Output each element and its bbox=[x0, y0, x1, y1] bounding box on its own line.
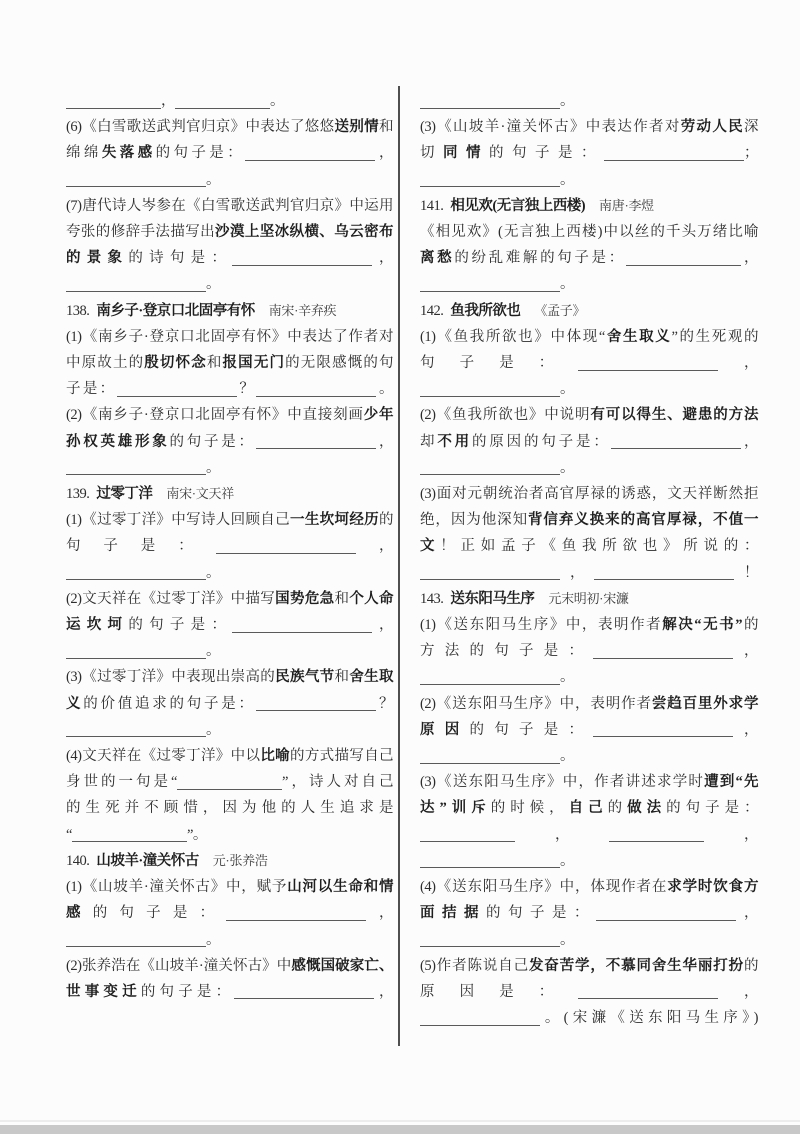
text-line bbox=[66, 638, 393, 664]
text-run: ， bbox=[560, 564, 594, 581]
text-run: (6)《白雪歌送武判官归京》中表达了悠悠 bbox=[66, 119, 335, 136]
text-line bbox=[420, 743, 758, 769]
text-run: (1)《送东阳马生序》中，表明作者 bbox=[420, 617, 663, 634]
text-line bbox=[420, 402, 758, 428]
text-run: (4)《送东阳马生序》中，体现作者在 bbox=[420, 879, 668, 896]
section-heading bbox=[420, 586, 758, 612]
text-run: 。 bbox=[560, 93, 574, 109]
text-run: 的价值追求的句子是： bbox=[83, 695, 256, 712]
text-line bbox=[420, 114, 758, 140]
text-run: ？ bbox=[236, 381, 257, 398]
section-heading bbox=[420, 193, 758, 219]
text-run: ， bbox=[718, 355, 759, 372]
section-title: 山坡羊·潼关怀古 bbox=[96, 852, 199, 869]
text-run: 切 bbox=[420, 145, 443, 162]
answer-blank bbox=[234, 984, 374, 999]
text-line bbox=[420, 88, 758, 114]
text-run: ， bbox=[372, 250, 394, 267]
emphasis-text: 遭到“先 bbox=[704, 774, 759, 791]
emphasis-text: 孙权英雄形象 bbox=[66, 433, 170, 450]
text-line bbox=[420, 507, 758, 533]
text-run: 的原因的句子是： bbox=[472, 433, 611, 450]
text-line bbox=[66, 953, 393, 979]
text-line bbox=[66, 429, 393, 455]
text-run: 和 bbox=[334, 590, 350, 607]
text-line bbox=[66, 533, 393, 559]
text-line bbox=[66, 114, 393, 140]
text-run: 。 bbox=[206, 459, 220, 476]
emphasis-text: 沙漠上坚冰纵横、乌云密布 bbox=[215, 224, 393, 241]
answer-blank bbox=[175, 94, 270, 109]
text-run: 的句子是： bbox=[489, 145, 604, 162]
text-run: ！ bbox=[734, 564, 758, 581]
text-run: 的诗句是： bbox=[128, 250, 233, 267]
emphasis-text: 做法 bbox=[627, 800, 667, 817]
text-run: 。 bbox=[560, 276, 574, 293]
section-author: 元末明初·宋濂 bbox=[548, 590, 629, 606]
text-line bbox=[420, 324, 758, 350]
text-run: “ bbox=[66, 826, 72, 843]
emphasis-text: 少年 bbox=[363, 407, 394, 424]
text-run: 夸张的修辞手法描写出 bbox=[66, 224, 216, 241]
text-line bbox=[66, 612, 393, 638]
section-number: 140. bbox=[66, 852, 90, 869]
text-line bbox=[66, 900, 393, 926]
emphasis-text: 舍生取义 bbox=[604, 328, 672, 345]
text-run: 的句子是： bbox=[128, 617, 233, 634]
answer-blank bbox=[72, 827, 187, 842]
text-line bbox=[420, 533, 758, 559]
text-run: ， bbox=[718, 983, 759, 1000]
answer-blank bbox=[420, 565, 560, 580]
answer-blank bbox=[245, 146, 375, 161]
text-run: ， bbox=[733, 721, 758, 738]
text-run: 。 bbox=[206, 564, 220, 581]
text-run: ”。 bbox=[186, 826, 207, 843]
text-line bbox=[66, 167, 393, 193]
text-run: 。 bbox=[560, 669, 574, 686]
emphasis-text: 民族气节 bbox=[275, 669, 335, 686]
text-line bbox=[420, 979, 758, 1005]
emphasis-text: 感慨国破家亡、 bbox=[291, 957, 393, 974]
section-author: 元·张养浩 bbox=[212, 852, 268, 868]
answer-blank bbox=[420, 670, 560, 685]
text-run: ！正如孟子《鱼我所欲也》所说的： bbox=[440, 538, 758, 555]
text-line bbox=[420, 167, 758, 193]
text-line bbox=[420, 691, 758, 717]
text-run: 的句子是： bbox=[140, 983, 235, 1000]
text-line bbox=[420, 481, 758, 507]
section-heading bbox=[66, 298, 393, 324]
left-column bbox=[66, 88, 393, 1005]
answer-blank bbox=[420, 853, 560, 868]
text-line bbox=[420, 350, 758, 376]
section-number: 143. bbox=[420, 590, 444, 607]
answer-blank bbox=[66, 932, 206, 947]
text-line bbox=[420, 455, 758, 481]
text-run: 身世的一句是“ bbox=[66, 774, 177, 791]
text-run: 的生死并不顾惜，因为他的人生追求是 bbox=[66, 800, 393, 817]
text-run: 。 bbox=[270, 93, 284, 109]
section-title: 过零丁洋 bbox=[96, 486, 153, 503]
text-line bbox=[420, 900, 758, 926]
section-number: 142. bbox=[420, 302, 444, 319]
text-run: (7)唐代诗人岑参在《白雪歌送武判官归京》中运用 bbox=[66, 197, 393, 214]
answer-blank bbox=[594, 565, 734, 580]
emphasis-text: 自己 bbox=[568, 800, 608, 817]
text-run: (3)《过零丁洋》中表现出崇高的 bbox=[66, 669, 276, 686]
answer-blank bbox=[420, 932, 560, 947]
text-line bbox=[420, 219, 758, 245]
text-line bbox=[420, 560, 758, 586]
text-run: 。 bbox=[560, 931, 574, 948]
page-bottom-bar bbox=[0, 1125, 800, 1134]
text-run: 的句子是： bbox=[486, 905, 596, 922]
text-run: ， bbox=[736, 905, 758, 922]
text-run: 和 bbox=[206, 355, 223, 372]
emphasis-text: 劳动人民 bbox=[680, 119, 744, 136]
answer-blank bbox=[256, 382, 376, 397]
emphasis-text: 山河以生命和情 bbox=[287, 879, 393, 896]
answer-blank bbox=[578, 984, 718, 999]
text-line bbox=[66, 324, 393, 350]
emphasis-text: 发奋苦学，不慕同舍生华丽打扮 bbox=[528, 957, 744, 974]
text-line bbox=[66, 691, 393, 717]
text-run: ， bbox=[355, 538, 394, 555]
section-number: 139. bbox=[66, 486, 90, 503]
text-run: (1)《鱼我所欲也》中体现“ bbox=[420, 328, 605, 345]
text-line bbox=[66, 769, 393, 795]
emphasis-text: 世事变迁 bbox=[66, 983, 141, 1000]
column-divider bbox=[398, 86, 400, 1046]
text-run: (3)《送东阳马生序》中，作者讲述求学时 bbox=[420, 774, 705, 791]
text-run: 。 bbox=[206, 171, 220, 188]
section-number: 141. bbox=[420, 197, 444, 214]
text-line bbox=[66, 822, 393, 848]
text-line bbox=[420, 245, 758, 271]
text-run: ， bbox=[374, 983, 394, 1000]
text-run: ”的生死观的 bbox=[671, 328, 759, 345]
text-run: 句子是： bbox=[66, 538, 216, 555]
section-author: 南宋·辛弃疾 bbox=[268, 302, 337, 318]
text-line bbox=[420, 848, 758, 874]
text-run: ， bbox=[375, 145, 394, 162]
emphasis-text: 一生坎坷经历 bbox=[289, 512, 380, 529]
text-run: 的句子是： bbox=[169, 433, 256, 450]
emphasis-text: 原因 bbox=[420, 721, 470, 738]
answer-blank bbox=[66, 722, 206, 737]
text-line bbox=[66, 271, 393, 297]
answer-blank bbox=[420, 460, 560, 475]
text-run: 和 bbox=[334, 669, 350, 686]
section-heading bbox=[66, 848, 393, 874]
text-line bbox=[420, 271, 758, 297]
text-run: 的 bbox=[741, 617, 759, 634]
text-run: 的句子是： bbox=[155, 145, 246, 162]
text-run: 深 bbox=[744, 119, 758, 136]
answer-blank bbox=[66, 644, 206, 659]
text-line bbox=[420, 874, 758, 900]
text-line bbox=[66, 376, 393, 402]
text-line bbox=[420, 927, 758, 953]
text-run: ， bbox=[366, 905, 394, 922]
answer-blank bbox=[420, 827, 515, 842]
answer-blank bbox=[66, 565, 206, 580]
text-run: 的无限感慨的句 bbox=[285, 355, 394, 372]
text-line bbox=[420, 717, 758, 743]
text-run: 的句子是： bbox=[666, 800, 759, 817]
emphasis-text: 背信弃义换来的高官厚禄，不值一 bbox=[528, 512, 758, 529]
text-run: (2)文天祥在《过零丁洋》中描写 bbox=[66, 590, 276, 607]
emphasis-text: 文 bbox=[420, 538, 441, 555]
text-run: 原因是： bbox=[420, 983, 579, 1000]
text-run: 的纷乱难解的句子是： bbox=[454, 250, 626, 267]
section-title: 南乡子·登京口北固亭有怀 bbox=[96, 302, 255, 319]
answer-blank bbox=[420, 382, 560, 397]
text-run: 的 bbox=[607, 800, 628, 817]
text-run: ， bbox=[372, 617, 394, 634]
section-heading bbox=[420, 298, 758, 324]
answer-blank bbox=[420, 1011, 540, 1026]
emphasis-text: 送别情 bbox=[334, 119, 380, 136]
answer-blank bbox=[604, 146, 744, 161]
text-line bbox=[420, 638, 758, 664]
text-line bbox=[66, 140, 393, 166]
emphasis-text: 比喻 bbox=[260, 748, 290, 765]
emphasis-text: 不用 bbox=[437, 433, 473, 450]
answer-blank bbox=[626, 251, 741, 266]
section-author: 南宋·文天祥 bbox=[166, 486, 234, 502]
answer-blank bbox=[66, 172, 206, 187]
emphasis-text: 报国无门 bbox=[222, 355, 286, 372]
text-run: ， bbox=[375, 433, 393, 450]
text-run: 和 bbox=[379, 119, 394, 136]
emphasis-text: 同情 bbox=[443, 145, 489, 162]
answer-blank bbox=[609, 827, 704, 842]
text-line bbox=[66, 927, 393, 953]
answer-blank bbox=[177, 775, 282, 790]
text-run: 。 bbox=[560, 381, 574, 398]
answer-blank bbox=[66, 277, 206, 292]
text-run: 。 bbox=[206, 931, 220, 948]
text-run: ， bbox=[161, 93, 175, 109]
text-run: 子是： bbox=[66, 381, 117, 398]
answer-blank bbox=[420, 172, 560, 187]
text-run: (1)《山坡羊·潼关怀古》中，赋予 bbox=[66, 879, 288, 896]
text-run: (2)《送东阳马生序》中，表明作者 bbox=[420, 695, 652, 712]
text-run: 。 bbox=[206, 276, 220, 293]
text-run: (2)《南乡子·登京口北固亭有怀》中直接刻画 bbox=[66, 407, 364, 424]
answer-blank bbox=[256, 434, 376, 449]
text-line bbox=[420, 376, 758, 402]
text-line bbox=[66, 560, 393, 586]
text-run: 。 bbox=[560, 459, 574, 476]
text-line bbox=[66, 193, 393, 219]
text-run: 句子是： bbox=[420, 355, 579, 372]
emphasis-text: 解决“无书” bbox=[662, 617, 742, 634]
emphasis-text: 舍生取 bbox=[349, 669, 394, 686]
answer-blank bbox=[226, 906, 366, 921]
text-run: ， bbox=[515, 826, 609, 843]
text-run: 的时候， bbox=[490, 800, 569, 817]
text-run: ”，诗人对自己 bbox=[282, 774, 393, 791]
text-line bbox=[420, 822, 758, 848]
text-line bbox=[66, 88, 393, 114]
text-line bbox=[420, 1005, 758, 1031]
text-run: (2)张养浩在《山坡羊·潼关怀古》中 bbox=[66, 957, 292, 974]
text-run: 却 bbox=[420, 433, 438, 450]
text-line bbox=[420, 664, 758, 690]
section-title: 相见欢(无言独上西楼) bbox=[450, 197, 586, 214]
text-line bbox=[66, 743, 393, 769]
text-run: 方法的句子是： bbox=[420, 643, 594, 660]
emphasis-text: 个人命 bbox=[349, 590, 394, 607]
text-line bbox=[66, 507, 393, 533]
text-run: 。 bbox=[376, 381, 394, 398]
answer-blank bbox=[420, 277, 560, 292]
text-run: (5)作者陈说自己 bbox=[420, 957, 529, 974]
emphasis-text: 殷切怀念 bbox=[144, 355, 207, 372]
section-title: 送东阳马生序 bbox=[450, 590, 535, 607]
text-run: 《相见欢》(无言独上西楼)中以丝的千头万绪比喻 bbox=[420, 224, 758, 241]
answer-blank bbox=[420, 94, 560, 109]
text-run: 绝，因为他深知 bbox=[420, 512, 528, 529]
text-line bbox=[420, 612, 758, 638]
answer-blank bbox=[216, 539, 356, 554]
text-line bbox=[66, 219, 393, 245]
text-line bbox=[420, 769, 758, 795]
emphasis-text: 达”训斥 bbox=[420, 800, 491, 817]
text-run: ， bbox=[740, 250, 759, 267]
answer-blank bbox=[578, 356, 718, 371]
text-line bbox=[66, 874, 393, 900]
answer-blank bbox=[256, 696, 376, 711]
text-run: 的 bbox=[379, 512, 394, 529]
text-line bbox=[420, 953, 758, 979]
text-run: ； bbox=[744, 145, 758, 162]
emphasis-text: 尝趋百里外求学 bbox=[651, 695, 759, 712]
emphasis-text: 运坎坷 bbox=[66, 617, 129, 634]
section-title: 鱼我所欲也 bbox=[450, 302, 521, 319]
text-run: ？ bbox=[375, 695, 393, 712]
text-run: 。 bbox=[206, 721, 220, 738]
answer-blank bbox=[232, 618, 372, 633]
answer-blank bbox=[232, 251, 372, 266]
text-run: (4)文天祥在《过零丁洋》中以 bbox=[66, 748, 261, 765]
section-author: 《孟子》 bbox=[534, 302, 586, 318]
text-run: (1)《南乡子·登京口北固亭有怀》中表达了作者对 bbox=[66, 328, 393, 345]
answer-blank bbox=[117, 382, 237, 397]
answer-blank bbox=[66, 94, 161, 109]
text-run: 。 bbox=[560, 748, 574, 765]
text-run: ， bbox=[733, 643, 758, 660]
answer-blank bbox=[420, 749, 560, 764]
text-run: ， bbox=[740, 433, 759, 450]
right-column bbox=[420, 88, 758, 1031]
text-run: (宋濂《送东阳马生序》) bbox=[563, 1010, 758, 1027]
text-run: (1)《过零丁洋》中写诗人回顾自己 bbox=[66, 512, 290, 529]
answer-blank bbox=[66, 460, 206, 475]
section-heading bbox=[66, 481, 393, 507]
text-line bbox=[66, 664, 393, 690]
text-run: 。 bbox=[560, 171, 574, 188]
text-line bbox=[420, 429, 758, 455]
section-number: 138. bbox=[66, 302, 90, 319]
text-line bbox=[66, 455, 393, 481]
text-line bbox=[66, 350, 393, 376]
emphasis-text: 离愁 bbox=[420, 250, 455, 267]
emphasis-text: 感 bbox=[66, 905, 93, 922]
text-run: 中原故土的 bbox=[66, 355, 145, 372]
text-run: 。 bbox=[560, 852, 574, 869]
text-run: 的句子是： bbox=[469, 721, 594, 738]
answer-blank bbox=[593, 722, 733, 737]
text-run: 的句子是： bbox=[92, 905, 227, 922]
text-run: (3)《山坡羊·潼关怀古》中表达作者对 bbox=[420, 119, 681, 136]
text-run: 的 bbox=[744, 957, 758, 974]
text-run: (3)面对元朝统治者高官厚禄的诱惑，文天祥断然拒 bbox=[420, 486, 758, 503]
emphasis-text: 国势危急 bbox=[275, 590, 335, 607]
answer-blank bbox=[593, 644, 733, 659]
text-line bbox=[66, 586, 393, 612]
section-author: 南唐·李煜 bbox=[599, 197, 654, 213]
emphasis-text: 的景象 bbox=[66, 250, 129, 267]
text-run: ， bbox=[704, 826, 758, 843]
text-line bbox=[420, 140, 758, 166]
text-run: 。 bbox=[206, 643, 220, 660]
emphasis-text: 失落感 bbox=[101, 145, 156, 162]
text-run: (2)《鱼我所欲也》中说明 bbox=[420, 407, 591, 424]
answer-blank bbox=[596, 906, 736, 921]
text-run: 绵绵 bbox=[66, 145, 102, 162]
text-line bbox=[66, 979, 393, 1005]
text-run: 的方式描写自己 bbox=[290, 748, 394, 765]
text-line bbox=[420, 795, 758, 821]
emphasis-text: 面拮据 bbox=[420, 905, 486, 922]
page-bottom-faint-line bbox=[0, 1120, 800, 1122]
text-line bbox=[66, 717, 393, 743]
text-line bbox=[66, 795, 393, 821]
text-line bbox=[66, 245, 393, 271]
text-run: 。 bbox=[540, 1010, 564, 1027]
answer-blank bbox=[611, 434, 741, 449]
emphasis-text: 求学时饮食方 bbox=[667, 879, 759, 896]
text-line bbox=[66, 402, 393, 428]
emphasis-text: 义 bbox=[66, 695, 84, 712]
emphasis-text: 有可以得生、避患的方法 bbox=[590, 407, 758, 424]
